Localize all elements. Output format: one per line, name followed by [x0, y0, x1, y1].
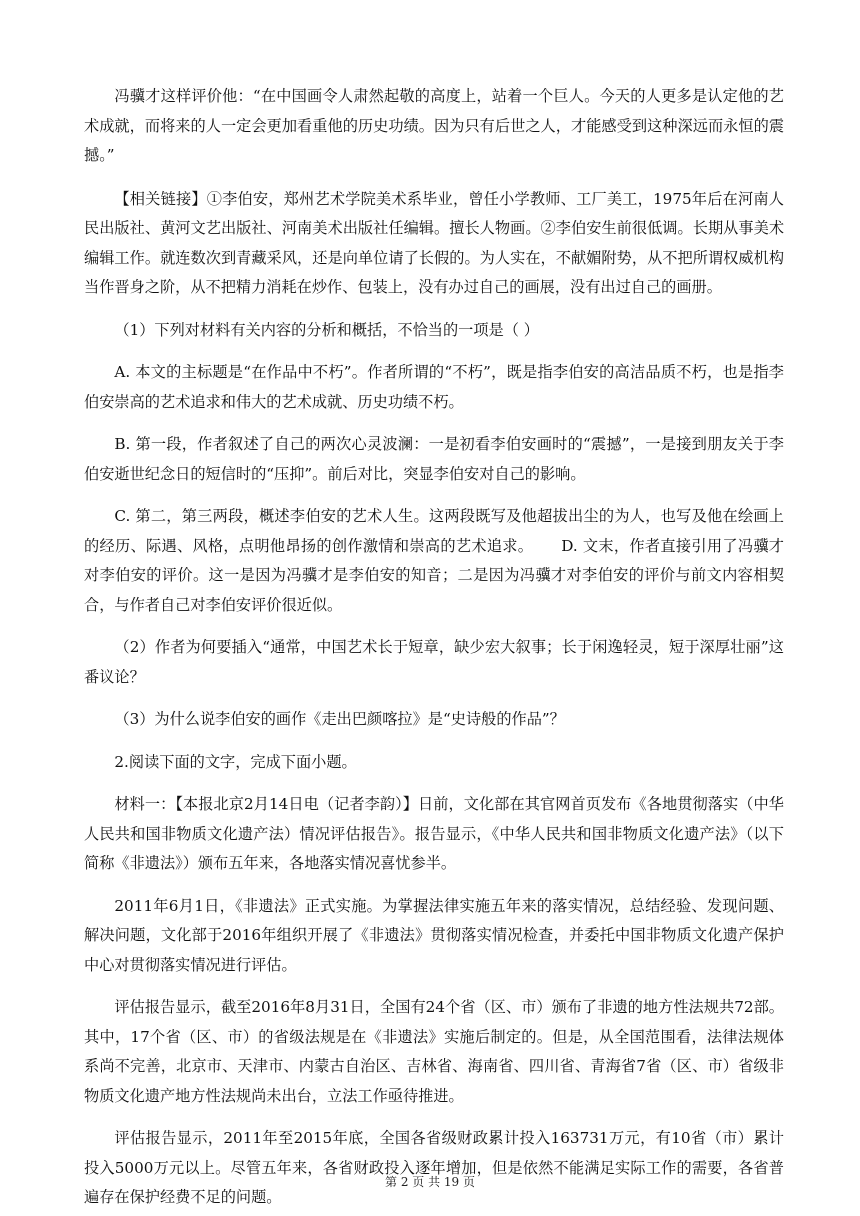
option-c: C. 第二，第三两段，概述李伯安的艺术人生。这两段既写及他超拔出尘的为人，也写及他在绘画上的经历、际遇、风格，点明他昂扬的创作激情和崇高的艺术追求。: [84, 507, 784, 555]
material-1-intro: 材料一：【本报北京2月14日电（记者李韵）】日前，文化部在其官网首页发布《各地贯彻落实（中华人民共和国非物质文化遗产法）情况评估报告》。报告显示，《中华人民共和国非物质文化遗产法》（以下简称《非遗法》）颁布五年来，各地落实情况喜忧参半。: [84, 795, 784, 872]
option-a: A. 本文的主标题是“在作品中不朽”。作者所谓的“不朽”，既是指李伯安的高洁品质不朽，也是指李伯安崇高的艺术追求和伟大的艺术成就、历史功绩不朽。: [84, 363, 784, 411]
question-1: （1）下列对材料有关内容的分析和概括，不恰当的一项是（ ）: [114, 320, 539, 339]
options-c-d: [84, 502, 784, 620]
document-page: [84, 82, 784, 1213]
question-2: （2）作者为何要插入“通常，中国艺术长于短章，缺少宏大叙事；长于闲逸轻灵，短于深厚壮丽”这番议论？: [84, 638, 784, 686]
section-2-heading: 2.阅读下面的文字，完成下面小题。: [114, 752, 357, 771]
paragraph-feng-jicai-quote: 冯骥才这样评价他：“在中国画令人肃然起敬的高度上，站着一个巨人。今天的人更多是认定他的艺术成就，而将来的人一定会更加看重他的历史功绩。因为只有后世之人，才能感受到这种深远而永恒的震撼。”: [84, 87, 784, 164]
material-1-paragraph-2: 2011年6月1日，《非遗法》正式实施。为掌握法律实施五年来的落实情况，总结经验、发现问题、解决问题，文化部于2016年组织开展了《非遗法》贯彻落实情况检查，并委托中国非物质文化遗产保护中心对贯彻落实情况进行评估。: [84, 896, 784, 974]
option-b: B. 第一段，作者叙述了自己的两次心灵波澜：一是初看李伯安画时的“震撼”，一是接到朋友关于李伯安逝世纪念日的短信时的“压抑”。前后对比，突显李伯安对自己的影响。: [84, 435, 784, 483]
question-3: （3）为什么说李伯安的画作《走出巴颜喀拉》是“史诗般的作品”？: [114, 710, 565, 728]
page-footer: 第 2 页 共 19 页: [385, 1175, 475, 1189]
option-d: D. 文末，作者直接引用了冯骥才对李伯安的评价。这一是因为冯骥才是李伯安的知音；二是因为冯骥才对李伯安的评价与前文内容相契合，与作者自己对李伯安评价很近似。: [84, 536, 784, 614]
paragraph-related-link: 【相关链接】①李伯安，郑州艺术学院美术系毕业，曾任小学教师、工厂美工，1975年后在河南人民出版社、黄河文艺出版社、河南美术出版社任编辑。擅长人物画。②李伯安生前很低调。长期从事美术编辑工作。就连数次到青藏采风，还是向单位请了长假的。为人实在，不献媚附势，从不把所谓权威机构当作晋身之阶，从不把精力消耗在炒作、包装上，没有办过自己的画展，没有出过自己的画册。: [84, 189, 784, 296]
material-1-paragraph-3: 评估报告显示，截至2016年8月31日，全国有24个省（区、市）颁布了非遗的地方性法规共72部。其中，17个省（区、市）的省级法规是在《非遗法》实施后制定的。但是，从全国范围看，法律法规体系尚不完善，北京市、天津市、内蒙古自治区、吉林省、海南省、四川省、青海省7省（区、市）省级非物质文化遗产地方性法规尚未出台，立法工作亟待推进。: [84, 998, 784, 1105]
material-1-paragraph-4: 评估报告显示，2011年至2015年底，全国各省级财政累计投入163731万元，有10省（市）累计投入5000万元以上。尽管五年来，各省财政投入逐年增加，但是依然不能满足实际工作的需要，各省普遍存在保护经费不足的问题。: [84, 1129, 784, 1206]
